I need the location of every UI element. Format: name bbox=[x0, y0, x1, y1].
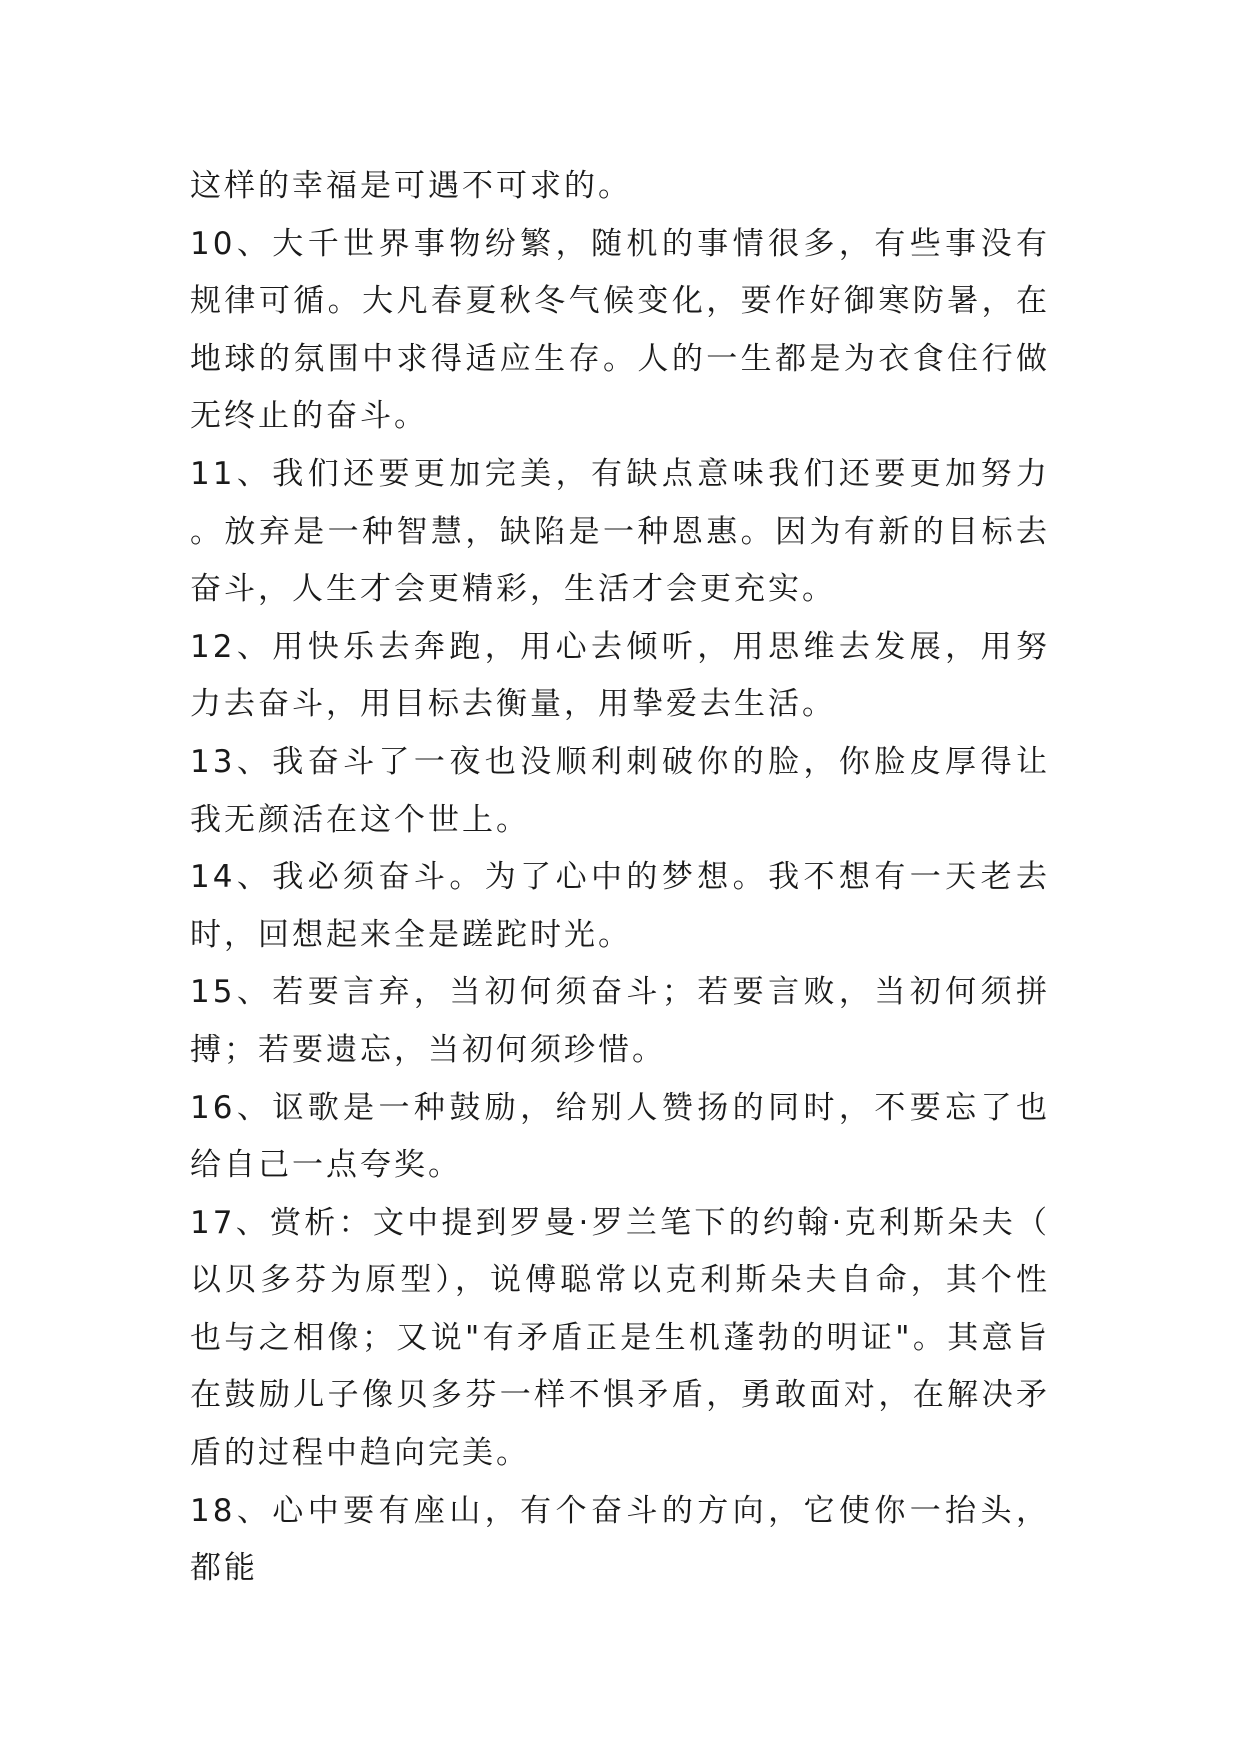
paragraph-18: 18、心中要有座山，有个奋斗的方向，它使你一抬头，都能 bbox=[190, 1492, 1050, 1587]
paragraph-13: 13、我奋斗了一夜也没顺利刺破你的脸，你脸皮厚得让我无颜活在这个世上。 bbox=[190, 743, 1050, 838]
paragraph-15: 15、若要言弃，当初何须奋斗；若要言败，当初何须拼搏；若要遗忘，当初何须珍惜。 bbox=[190, 974, 1050, 1068]
paragraph-16: 16、讴歌是一种鼓励，给别人赞扬的同时，不要忘了也给自己一点夸奖。 bbox=[190, 1089, 1050, 1184]
paragraph-14: 14、我必须奋斗。为了心中的梦想。我不想有一天老去时，回想起来全是蹉跎时光。 bbox=[190, 859, 1050, 953]
document-body bbox=[190, 158, 1050, 1598]
paragraph-12: 12、用快乐去奔跑，用心去倾听，用思维去发展，用努力去奋斗，用目标去衡量，用挚爱去生活。 bbox=[190, 628, 1050, 723]
paragraph-10: 10、大千世界事物纷繁，随机的事情很多，有些事没有规律可循。大凡春夏秋冬气候变化，要作好御寒防暑，在地球的氛围中求得适应生存。人的一生都是为衣食住行做无终止的奋斗。 bbox=[190, 225, 1050, 435]
paragraph: 这样的幸福是可遇不可求的。 bbox=[190, 168, 632, 204]
paragraph-17: 17、赏析：文中提到罗曼·罗兰笔下的约翰·克利斯朵夫（以贝多芬为原型），说傅聪常以克利斯朵夫自命，其个性也与之相像；又说"有矛盾正是生机蓬勃的明证"。其意旨在鼓励儿子像贝多芬一样不惧矛盾，勇敢面对，在解决矛盾的过程中趋向完美。 bbox=[190, 1204, 1050, 1472]
paragraph-11: 11、我们还要更加完美，有缺点意味我们还要更加努力。放弃是一种智慧，缺陷是一种恩惠。因为有新的目标去奋斗，人生才会更精彩，生活才会更充实。 bbox=[190, 455, 1050, 608]
